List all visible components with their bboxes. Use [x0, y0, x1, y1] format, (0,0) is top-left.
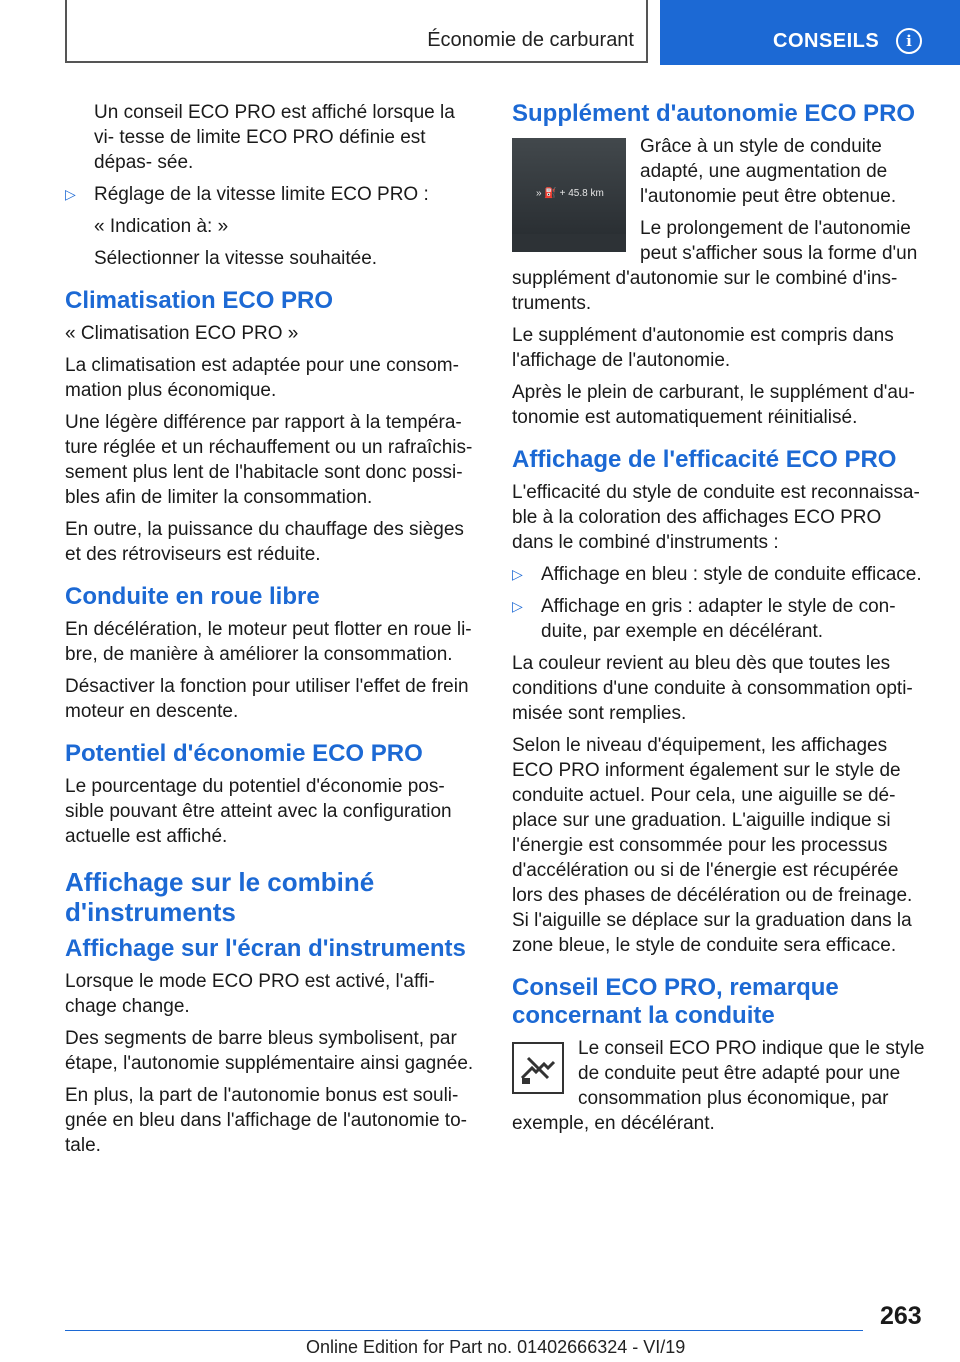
paragraph: La climatisation est adaptée pour une consom‐ mation plus économique.: [65, 355, 459, 401]
heading-roue-libre: Conduite en roue libre: [65, 583, 320, 610]
page-number: 263: [880, 1302, 922, 1330]
paragraph: Grâce à un style de conduite adapté, une augmentation de l'autonomie peut être obtenue.: [640, 136, 897, 207]
triangle-bullet-icon: ▷: [65, 186, 76, 202]
heading-efficacite: Affichage de l'efficacité ECO PRO: [512, 446, 897, 473]
heading-ecran: Affichage sur l'écran d'instruments: [65, 935, 466, 962]
header-section-box: [65, 0, 648, 63]
header-tab-conseils[interactable]: [660, 0, 960, 65]
list-item-text: Réglage de la vitesse limite ECO PRO :: [94, 184, 429, 205]
pedal-hand-icon: [512, 1042, 564, 1094]
paragraph: Selon le niveau d'équipement, les affichages ECO PRO informent également sur le style de conduite actuel. Pour cela, une aiguille se dé‐ place sur une graduation. L'aiguille indique si l'énergie est consommée pour les processus d'accélération ou si de l'énergie est récupérée lors des phases de décélération ou de freinage. Si l'aiguille se déplace sur la graduation dans la zone bleue, le style de conduite sera efficace.: [512, 735, 913, 956]
right-column: [512, 100, 927, 1143]
heading-supplement: Supplément d'autonomie ECO PRO: [512, 100, 916, 127]
footer-edition: Online Edition for Part no. 01402666324 - VI/19: [306, 1337, 686, 1357]
footer-divider: [65, 1330, 863, 1331]
list-item-text: Affichage en gris : adapter le style de con‐ duite, par exemple en décélérant.: [541, 596, 896, 642]
header-section-title: Économie de carburant: [427, 29, 634, 51]
triangle-bullet-icon: ▷: [512, 598, 523, 614]
paragraph: « Indication à: »: [94, 216, 229, 237]
left-column: [65, 100, 480, 1165]
list-item: [512, 594, 927, 644]
heading-climatisation: Climatisation ECO PRO: [65, 287, 334, 314]
paragraph: Lorsque le mode ECO PRO est activé, l'affi‐ chage change.: [65, 971, 435, 1017]
paragraph: En outre, la puissance du chauffage des sièges et des rétroviseurs est réduite.: [65, 519, 464, 565]
paragraph: Le conseil ECO PRO indique que le style de conduite peut être adapté pour une consommation plus économique, par exemple, en décélérant.: [512, 1038, 925, 1134]
heading-potentiel: Potentiel d'économie ECO PRO: [65, 740, 423, 767]
instrument-display-image: [512, 138, 626, 252]
paragraph: Désactiver la fonction pour utiliser l'effet de frein moteur en descente.: [65, 676, 469, 722]
list-item: [512, 562, 927, 587]
header-tab-label: CONSEILS: [773, 30, 880, 52]
paragraph: Des segments de barre bleus symbolisent, par étape, l'autonomie supplémentaire ainsi gagnée.: [65, 1028, 474, 1074]
paragraph: Sélectionner la vitesse souhaitée.: [94, 248, 378, 269]
display-screen: [512, 138, 626, 234]
paragraph: Une légère différence par rapport à la tempéra‐ ture réglée et un réchauffement ou un rafraîchis‐ sement plus lent de l'habitacle sont donc possi‐ bles afin de limiter la consommation.: [65, 412, 473, 508]
paragraph: Le prolongement de l'autonomie peut s'afficher sous la forme d'un supplément d'autonomie sur le combiné d'ins‐ truments.: [512, 218, 918, 314]
display-range-text: » ⛽ + 45.8 km: [536, 188, 604, 199]
triangle-bullet-icon: ▷: [512, 566, 523, 582]
paragraph: En décélération, le moteur peut flotter en roue li‐ bre, de manière à améliorer la consommation.: [65, 619, 472, 665]
paragraph: Le supplément d'autonomie est compris dans l'affichage de l'autonomie.: [512, 325, 894, 371]
info-icon[interactable]: i: [896, 28, 922, 54]
paragraph: La couleur revient au bleu dès que toutes les conditions d'une conduite à consommation opti‐ misée sont remplies.: [512, 653, 913, 724]
paragraph: « Climatisation ECO PRO »: [65, 323, 299, 344]
paragraph: Un conseil ECO PRO est affiché lorsque la vi‐ tesse de limite ECO PRO définie est dépas‐ sée.: [94, 102, 455, 173]
list-item: [65, 182, 480, 207]
paragraph: Après le plein de carburant, le supplément d'au‐ tonomie est automatiquement réinitialisé.: [512, 382, 915, 428]
heading-combine: Affichage sur le combiné d'instruments: [65, 867, 375, 927]
paragraph: L'efficacité du style de conduite est reconnaissa‐ ble à la coloration des affichages ECO PRO dans le combiné d'instruments :: [512, 482, 920, 553]
paragraph: Le pourcentage du potentiel d'économie pos‐ sible pouvant être atteint avec la configuration actuelle est affiché.: [65, 776, 452, 847]
heading-conseil: Conseil ECO PRO, remarque concernant la conduite: [512, 974, 839, 1029]
list-item-text: Affichage en bleu : style de conduite efficace.: [541, 564, 922, 585]
paragraph: En plus, la part de l'autonomie bonus est souli‐ gnée en bleu dans l'affichage de l'autonomie to‐ tale.: [65, 1085, 467, 1156]
